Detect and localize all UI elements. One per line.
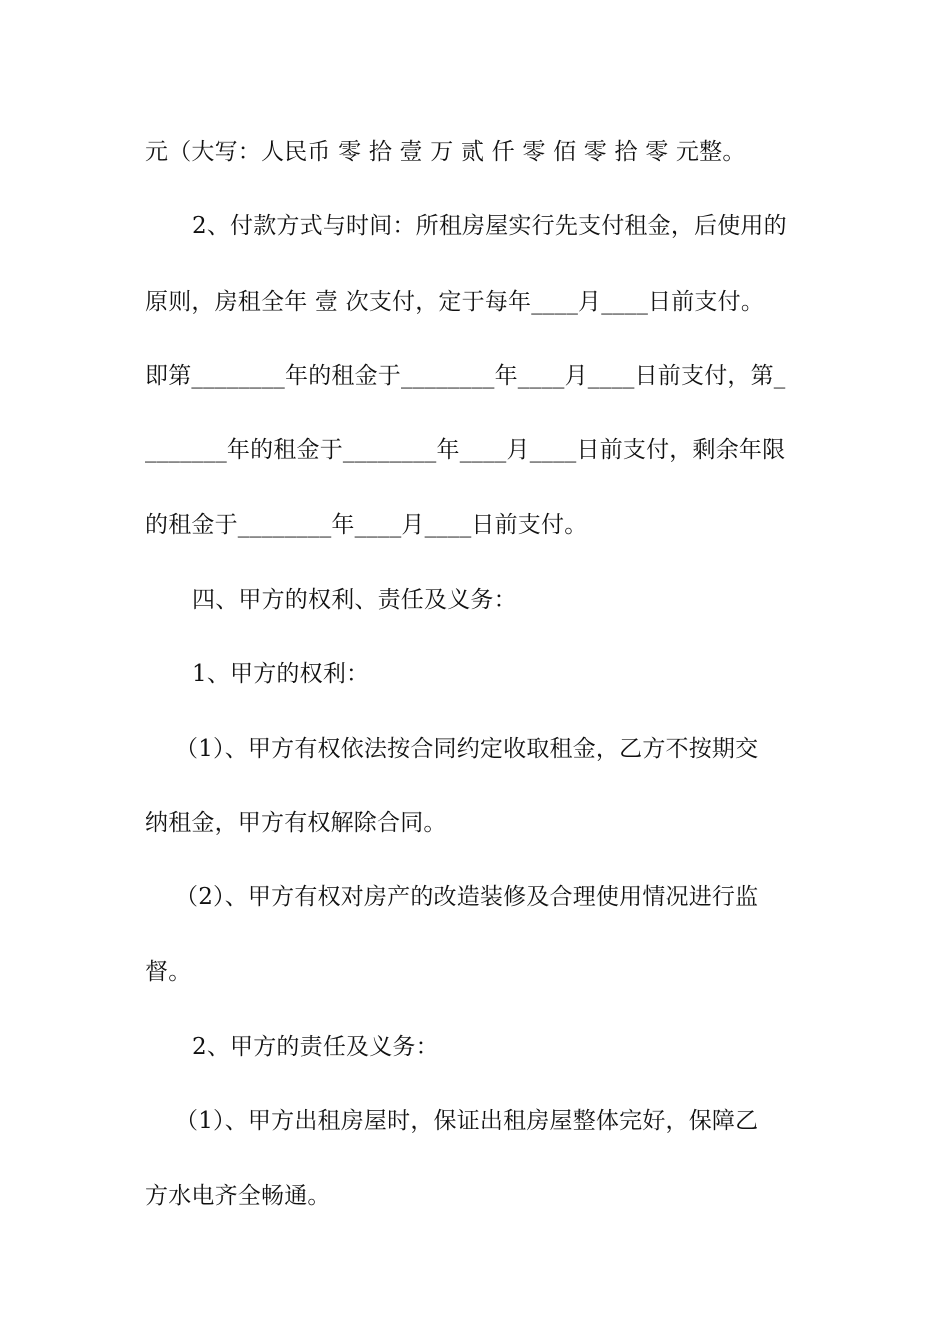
- text-line-10: 纳租金，甲方有权解除合同。: [145, 810, 447, 836]
- subsection-heading-1: 1、甲方的权利：: [192, 661, 370, 687]
- text-line-3: 原则，房租全年 壹 次支付，定于每年____月____日前支付。: [145, 289, 765, 315]
- text-line-4: 即第________年的租金于________年____月____日前支付，第_: [145, 363, 786, 389]
- text-line-6: 的租金于________年____月____日前支付。: [145, 512, 588, 538]
- text-line-5: _______年的租金于________年____月____日前支付，剩余年限: [145, 437, 786, 463]
- text-line-1: 元（大写：人民币 零 拾 壹 万 贰 仟 零 佰 零 拾 零 元整。: [145, 139, 746, 165]
- subsection-heading-2: 2、甲方的责任及义务：: [192, 1034, 439, 1060]
- text-line-12: 督。: [145, 959, 192, 985]
- text-line-9: （1）、甲方有权依法按合同约定收取租金，乙方不按期交: [175, 736, 759, 762]
- section-heading-4: 四、甲方的权利、责任及义务：: [192, 587, 517, 613]
- text-line-14: （1）、甲方出租房屋时，保证出租房屋整体完好，保障乙: [175, 1108, 759, 1134]
- text-line-2: 2、付款方式与时间：所租房屋实行先支付租金，后使用的: [192, 213, 787, 239]
- text-line-11: （2）、甲方有权对房产的改造装修及合理使用情况进行监: [175, 884, 759, 910]
- text-line-15: 方水电齐全畅通。: [145, 1183, 331, 1209]
